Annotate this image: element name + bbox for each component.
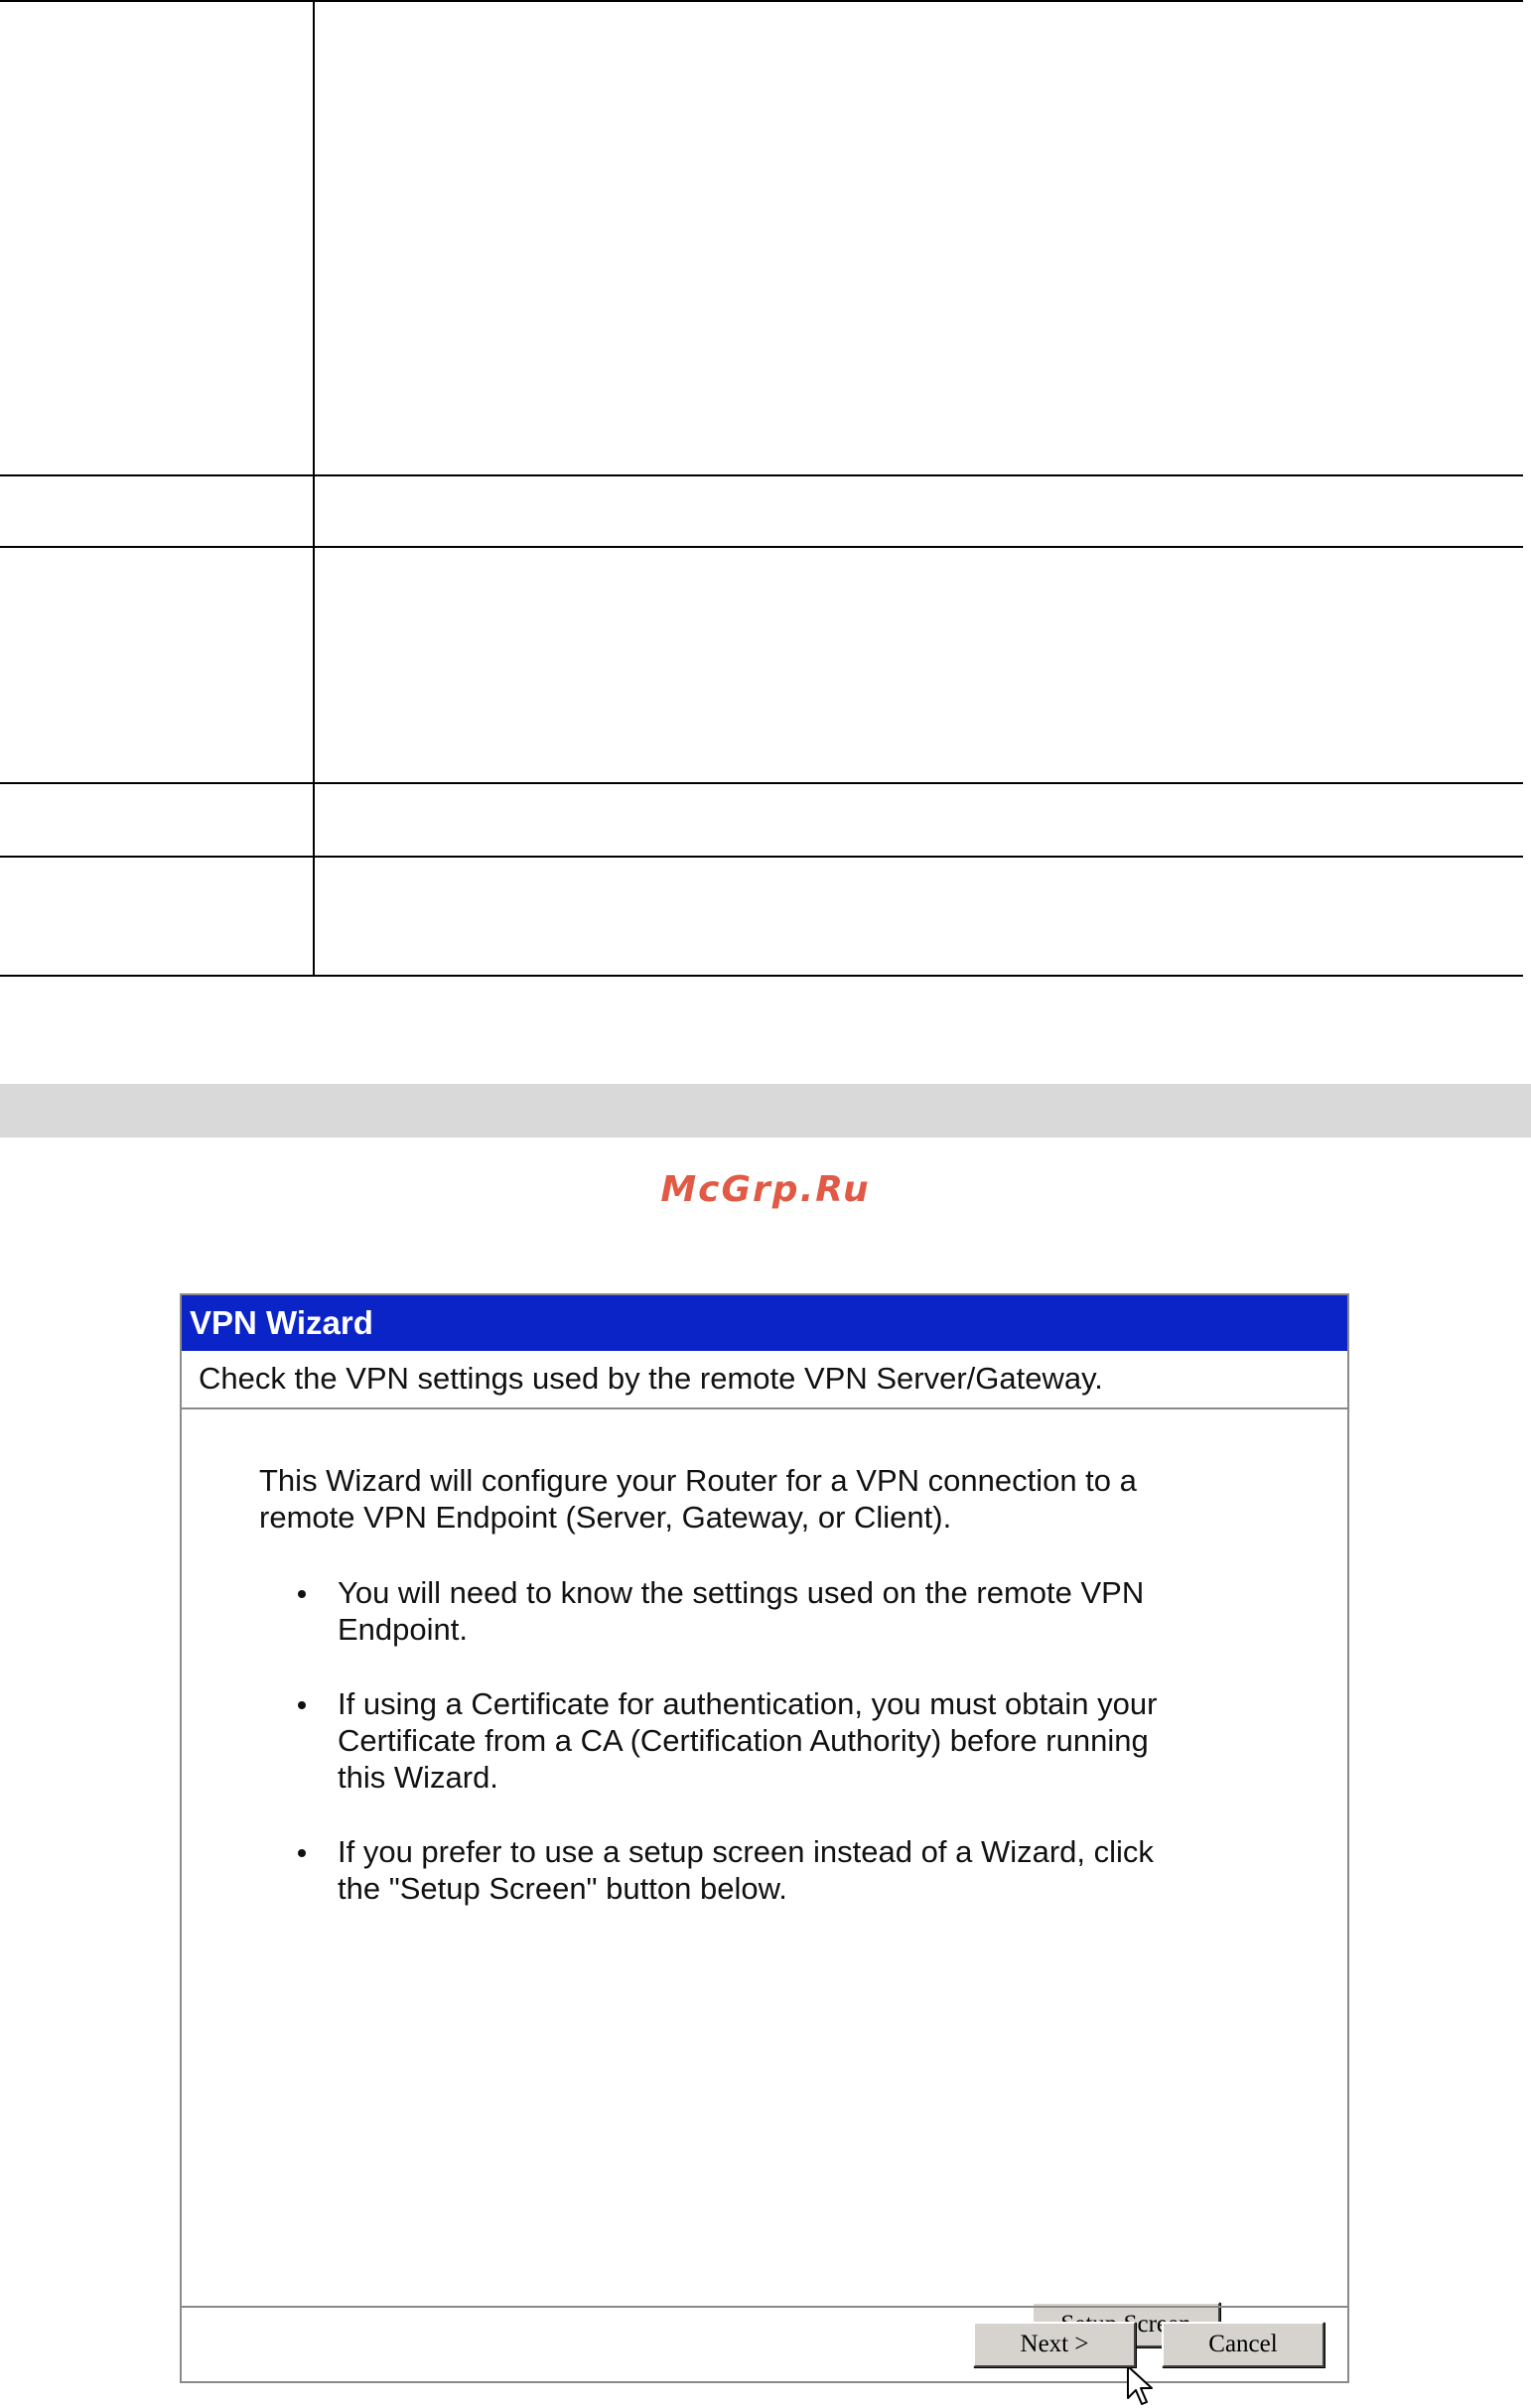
list-item-text: You will need to know the settings used on the remote VPN Endpoint. <box>338 1575 1145 1647</box>
bullet-icon <box>298 1701 306 1709</box>
dialog-subtitle: Check the VPN settings used by the remote VPN Server/Gateway. <box>182 1351 1347 1409</box>
vpn-wizard-dialog <box>180 1293 1349 2383</box>
list-item-text: If you prefer to use a setup screen instead of a Wizard, click the "Setup Screen" button below. <box>338 1834 1154 1906</box>
table-row-divider <box>0 856 1523 858</box>
bullet-icon <box>298 1849 306 1857</box>
dialog-title: VPN Wizard <box>182 1295 1347 1351</box>
list-item <box>298 1833 1172 1907</box>
watermark: McGrp.Ru <box>660 1169 871 1210</box>
dialog-footer <box>182 2306 1347 2381</box>
manual-table <box>0 0 1523 977</box>
table-border-top <box>0 0 1523 2</box>
table-row-divider <box>0 546 1523 548</box>
table-row-divider <box>0 474 1523 476</box>
cancel-button[interactable]: Cancel <box>1162 2322 1324 2367</box>
section-heading-bar <box>0 1084 1531 1137</box>
instruction-list <box>298 1574 1172 1907</box>
setup-screen-button[interactable]: Screen <box>1032 2302 1220 2347</box>
list-item <box>298 1574 1172 1648</box>
list-item <box>298 1685 1172 1796</box>
intro-text: This Wizard will configure your Router for a VPN connection to a remote VPN Endpoint (Server, Gateway, or Client). <box>259 1463 1137 1535</box>
table-border-bottom <box>0 975 1523 977</box>
dialog-body <box>182 1409 1347 2338</box>
table-row-divider <box>0 782 1523 784</box>
table-column-divider <box>313 0 315 977</box>
next-button[interactable]: Next > <box>973 2322 1136 2367</box>
list-item-text: If using a Certificate for authentication, you must obtain your Certificate from a CA (Certification Authority) before running this Wizard. <box>338 1686 1158 1795</box>
bullet-icon <box>298 1590 306 1598</box>
